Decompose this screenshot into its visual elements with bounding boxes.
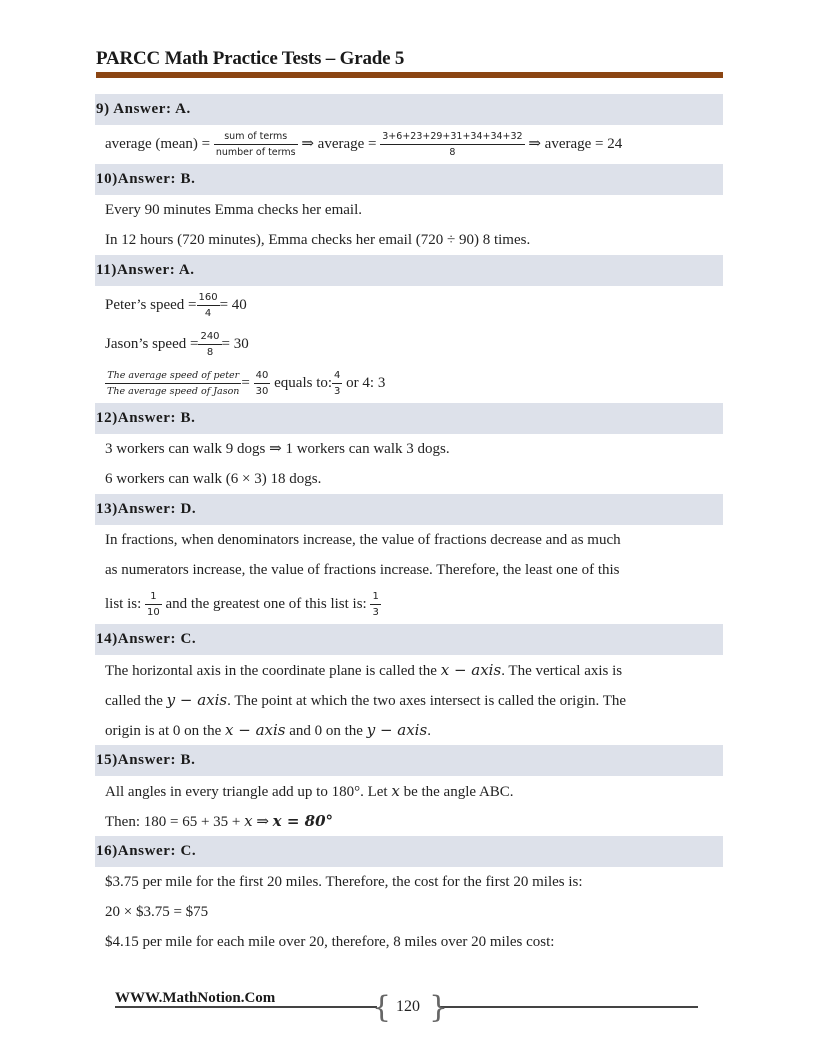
right-brace-icon: } — [429, 990, 449, 1025]
answer-15-line-2 — [95, 806, 723, 836]
left-brace-icon: { — [372, 990, 392, 1025]
text: Jason’s speed = — [105, 336, 199, 352]
answer-12-line-1: 3 workers can walk 9 dogs ⇒ 1 workers can walk 3 dogs. — [105, 441, 450, 457]
numerator: sum of terms — [214, 132, 298, 145]
text: = 40 — [219, 297, 247, 313]
text: All angles in every triangle add up to 180°. Let — [105, 784, 388, 800]
numerator: 3+6+23+29+31+34+34+32 — [380, 132, 524, 145]
fraction-4-3 — [332, 371, 342, 397]
answer-11-line-2 — [95, 325, 723, 364]
page-number: 120 — [396, 998, 420, 1015]
text: and 0 on the — [289, 723, 363, 739]
text: called the — [105, 693, 163, 709]
answer-11-line-1 — [95, 286, 723, 325]
answer-9-heading: 9) Answer: A. — [95, 94, 723, 125]
text: ⇒ average = — [301, 136, 377, 152]
answer-key-content — [95, 94, 723, 957]
fraction-jason-speed — [198, 332, 221, 358]
answer-11-heading: 11)Answer: A. — [95, 255, 723, 286]
denominator: The average speed of Jason — [107, 385, 240, 397]
text: . The vertical axis is — [501, 663, 623, 679]
footer-website: WWW.MathNotion.Com — [115, 990, 276, 1006]
math-result: x = 80° — [272, 812, 334, 830]
answer-13-heading: 13)Answer: D. — [95, 494, 723, 525]
answer-14-line-1 — [95, 655, 723, 685]
answer-16-heading: 16)Answer: C. — [95, 836, 723, 867]
fraction-1-3 — [370, 592, 380, 618]
numerator: 240 — [198, 332, 221, 345]
text: ⇒ average = 24 — [528, 136, 623, 152]
text: average (mean) = — [105, 136, 211, 152]
denominator: 4 — [204, 307, 212, 319]
fraction-terms — [380, 132, 524, 157]
page-header-title: PARCC Math Practice Tests – Grade 5 — [96, 48, 405, 69]
denominator: number of terms — [215, 146, 296, 158]
denominator: 8 — [449, 146, 456, 158]
math-x-axis: x − axis — [440, 661, 502, 679]
answer-9-line-1 — [95, 125, 723, 164]
text: Then: 180 = 65 + 35 + — [105, 814, 241, 830]
text: be the angle ABC. — [403, 784, 514, 800]
header-rule — [96, 72, 723, 78]
denominator: 3 — [334, 385, 341, 397]
footer-rule-right — [440, 1006, 698, 1008]
math-x: x — [244, 812, 253, 830]
answer-15-heading: 15)Answer: B. — [95, 745, 723, 776]
text: The horizontal axis in the coordinate plane is called the — [105, 663, 437, 679]
answer-10-line-1: Every 90 minutes Emma checks her email. — [105, 202, 362, 218]
answer-12-line-2: 6 workers can walk (6 × 3) 18 dogs. — [105, 471, 322, 487]
numerator: 4 — [332, 371, 342, 384]
answer-12-heading: 12)Answer: B. — [95, 403, 723, 434]
text: origin is at 0 on the — [105, 723, 222, 739]
answer-11-line-3 — [95, 364, 723, 403]
fraction-40-30 — [254, 371, 271, 397]
answer-13-line-1: In fractions, when denominators increase, the value of fractions decrease and as much — [105, 532, 621, 548]
math-y-axis: y − axis — [166, 691, 228, 709]
fraction-speed-ratio — [105, 371, 241, 396]
answer-10-line-2: In 12 hours (720 minutes), Emma checks her email (720 ÷ 90) 8 times. — [105, 232, 531, 248]
answer-14-line-3 — [95, 715, 723, 745]
text: list is: — [105, 596, 142, 612]
denominator: 3 — [372, 606, 379, 618]
numerator: 160 — [197, 293, 220, 306]
text: = — [241, 375, 250, 391]
text: and the greatest one of this list is: — [165, 596, 367, 612]
answer-16-line-1: $3.75 per mile for the first 20 miles. Therefore, the cost for the first 20 miles is: — [105, 874, 583, 890]
text: . The point at which the two axes intersect is called the origin. The — [227, 693, 627, 709]
answer-14-heading: 14)Answer: C. — [95, 624, 723, 655]
answer-13-line-3 — [95, 585, 723, 624]
answer-14-line-2 — [95, 685, 723, 715]
text: = 30 — [221, 336, 249, 352]
footer-rule-left — [115, 1006, 377, 1008]
denominator: 10 — [147, 606, 160, 618]
text: or 4: 3 — [346, 375, 386, 391]
math-y-axis: y − axis — [366, 721, 428, 739]
answer-13-line-2: as numerators increase, the value of fractions increase. Therefore, the least one of this — [105, 562, 620, 578]
denominator: 8 — [206, 346, 214, 358]
numerator: 1 — [370, 592, 380, 605]
answer-16-line-2: 20 × $3.75 = $75 — [105, 904, 209, 920]
numerator: 40 — [254, 371, 271, 384]
fraction-peter-speed — [197, 293, 220, 319]
answer-15-line-1 — [95, 776, 723, 806]
denominator: 30 — [255, 385, 269, 397]
fraction-1-10 — [145, 592, 162, 618]
math-x-axis: x − axis — [225, 721, 286, 739]
text: . — [427, 723, 431, 739]
fraction-sum-over-count — [214, 132, 298, 157]
answer-10-heading: 10)Answer: B. — [95, 164, 723, 195]
math-x: x — [391, 782, 400, 800]
numerator: 1 — [145, 592, 162, 605]
text: Peter’s speed = — [105, 297, 197, 313]
answer-16-line-3: $4.15 per mile for each mile over 20, therefore, 8 miles over 20 miles cost: — [105, 934, 555, 950]
numerator: The average speed of peter — [105, 371, 241, 384]
text: ⇒ — [256, 814, 269, 830]
text: equals to: — [274, 375, 333, 391]
